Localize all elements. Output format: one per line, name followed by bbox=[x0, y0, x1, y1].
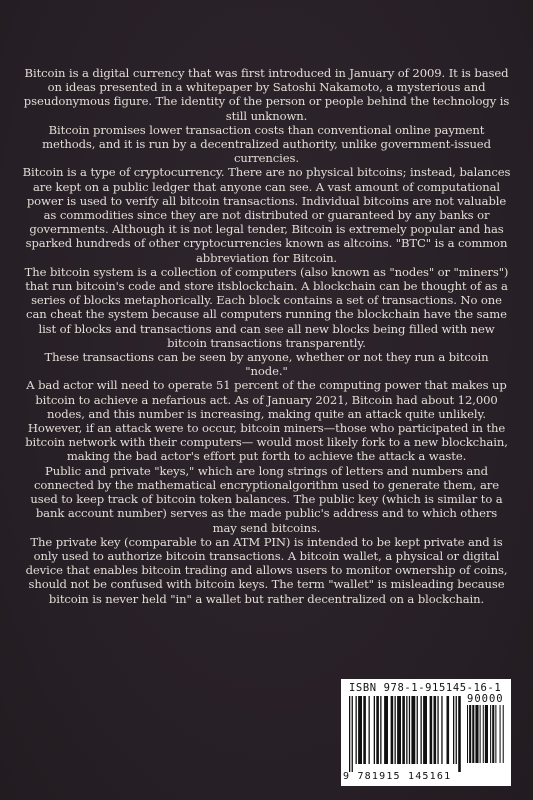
barcode-bar bbox=[411, 696, 415, 764]
barcode-bar bbox=[467, 705, 468, 763]
isbn-label: ISBN 978-1-915145-16-1 bbox=[349, 682, 502, 694]
barcode-bar bbox=[363, 696, 366, 764]
barcode-bar bbox=[380, 696, 381, 764]
barcode-bar bbox=[469, 705, 471, 763]
barcode-bar bbox=[369, 696, 370, 764]
paragraph-system: The bitcoin system is a collection of computers (also known as "nodes" or "miners") that run bitcoin's code and store itsblockchain. A blockchain can be thought of as a series of blocks metaphorically. Each block contains a set of transactions. No one can cheat the system because all computers running the blockchain have the same list of blocks and transactions and can see all new blocks being filled with new bitcoin transactions transparently. bbox=[24, 264, 509, 350]
barcode-bar bbox=[384, 696, 388, 764]
barcode-bar bbox=[485, 705, 488, 763]
barcode-bar bbox=[458, 696, 461, 772]
price-barcode-bars bbox=[467, 705, 505, 771]
barcode-bar bbox=[417, 696, 418, 764]
price-code: 90000 bbox=[467, 693, 504, 705]
barcode-bar bbox=[456, 696, 457, 764]
paragraph-attack: However, if an attack were to occur, bitcoin miners—those who participated in the bitcoin network with their computers— would most likely fork to a new blockchain, making the bad actor's effort put forth to achieve the attack a waste. bbox=[25, 421, 508, 464]
barcode-bar bbox=[503, 705, 504, 763]
paragraph-intro: Bitcoin is a digital currency that was first introduced in January of 2009. It is based on ideas presented in a whitepaper by Satoshi Nakamoto, a mysterious and pseudonymous figure. The identity of the person or people behind the technology is still unknown. bbox=[23, 66, 510, 123]
paragraph-costs: Bitcoin promises lower transaction costs than conventional online payment methods, and it is run by a decentralized authority, unlike government-issued currencies. bbox=[42, 122, 491, 166]
barcode-bar bbox=[406, 696, 407, 764]
barcode-bar bbox=[358, 696, 362, 764]
barcode-bar bbox=[430, 696, 433, 764]
barcode-bar bbox=[472, 705, 474, 763]
barcode-bar bbox=[475, 705, 478, 763]
barcode-bar bbox=[402, 696, 405, 764]
barcode-bar bbox=[453, 696, 454, 764]
isbn-barcode bbox=[341, 679, 511, 786]
paragraph-cryptocurrency: Bitcoin is a type of cryptocurrency. There are no physical bitcoins; instead, balances are kept on a public ledger that anyone can see. A vast amount of computational power is used to verify all bitcoin transactions. Individual bitcoins are not valuable as commodities since they are not distributed or guaranteed by any banks or governments. Although it is not legal tender, Bitcoin is extremely popular and has sparked hundreds of other cryptocurrencies known as altcoins. "BTC" is a common abbreviation for Bitcoin. bbox=[22, 165, 511, 265]
barcode-bar bbox=[437, 696, 438, 764]
barcode-bar bbox=[500, 705, 501, 763]
ean-digits: 9 781915 145161 bbox=[343, 771, 452, 782]
barcode-bar bbox=[391, 696, 394, 764]
barcode-bar bbox=[495, 705, 496, 763]
barcode-bar bbox=[447, 696, 450, 764]
barcode-bar bbox=[352, 696, 353, 772]
barcode-bar bbox=[480, 705, 481, 763]
barcode-bar bbox=[492, 705, 494, 763]
barcode-bar bbox=[356, 696, 357, 764]
barcode-bar bbox=[409, 696, 410, 764]
barcode-bar bbox=[349, 696, 350, 772]
paragraph-private-key: The private key (comparable to an ATM PIN) is intended to be kept private and is only used to authorize bitcoin transactions. A bitcoin wallet, a physical or digital device that enables bitcoin trading and allows users to monitor ownership of coins, should not be confused with bitcoin keys. The term "wallet" is misleading because bitcoin is never held "in" a wallet but rather decentralized on a blockchain. bbox=[25, 534, 508, 606]
ean-barcode-bars bbox=[349, 696, 461, 772]
barcode-bar bbox=[376, 696, 379, 764]
barcode-bar bbox=[483, 705, 484, 763]
paragraph-bad-actor: A bad actor will need to operate 51 percent of the computing power that makes up bitcoin to achieve a nefarious act. As of January 2021, Bitcoin had about 12,000 nodes, and this number is increasing, making quite an attack quite unlikely. bbox=[26, 378, 507, 421]
barcode-bar bbox=[423, 696, 427, 764]
barcode-bar bbox=[490, 705, 491, 763]
barcode-bar bbox=[441, 696, 442, 764]
barcode-bar bbox=[434, 696, 437, 764]
barcode-bar bbox=[421, 696, 422, 764]
barcode-bar bbox=[395, 696, 396, 764]
paragraph-transactions: These transactions can be seen by anyone, whether or not they run a bitcoin "node." bbox=[44, 350, 489, 379]
back-cover-text bbox=[22, 66, 511, 606]
barcode-bar bbox=[397, 696, 401, 764]
barcode-bar bbox=[374, 696, 375, 764]
paragraph-keys: Public and private "keys," which are long strings of letters and numbers and connected by the mathematical encryptionalgorithm used to generate them, are used to keep track of bitcoin token balances. The public key (which is similar to a bank account number) serves as the made public's address and to which others may send bitcoins. bbox=[30, 463, 503, 535]
